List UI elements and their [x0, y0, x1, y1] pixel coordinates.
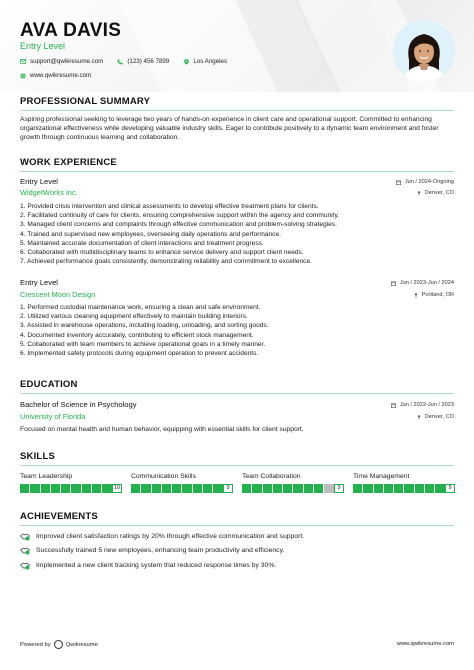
job-2-location-text: Portland, OR — [421, 292, 454, 298]
location-text: Los Angeles — [193, 58, 228, 65]
job-1-title: Entry Level — [20, 177, 58, 186]
skill-segment — [20, 484, 29, 493]
candidate-title: Entry Level — [20, 41, 66, 51]
skill-segment — [363, 484, 372, 493]
list-item: 5. Maintained accurate documentation of client interactions and treatment progress. — [20, 239, 264, 247]
achievement-text: Improved client satisfaction ratings by 20% through effective communication and support. — [36, 533, 305, 540]
education-school: University of Florida — [20, 412, 86, 421]
location-pin-icon — [183, 59, 189, 65]
summary-text: Aspiring professional seeking to leverage two years of hands-on experience in client care and operational support. Committed to enhancing organizational effectiveness while developing valuable industry skills. Eager to contribute positively to a dynamic team environment and foster growth through continuous learning and collaboration. — [20, 116, 439, 141]
achievements-heading: ACHIEVEMENTS — [20, 511, 98, 522]
skill-segment — [172, 484, 181, 493]
skill-segment — [30, 484, 39, 493]
calendar-icon — [391, 280, 397, 286]
handshake-icon — [20, 532, 30, 541]
skill-segment — [304, 484, 313, 493]
job-1-dates-text: Jun / 2024-Ongoing — [404, 179, 454, 185]
skill-segment — [242, 484, 251, 493]
list-item: 3. Assisted in warehouse operations, including loading, unloading, and sorting goods. — [20, 322, 269, 330]
list-item: 1. Provided crisis intervention and clinical assessments to develop effective treatment plans for clients. — [20, 203, 319, 210]
skill-segment — [404, 484, 413, 493]
skill-bar — [242, 484, 344, 493]
website-text: www.qwikresume.com — [30, 72, 92, 79]
experience-heading: WORK EXPERIENCE — [20, 157, 117, 168]
skill-segment — [102, 484, 111, 493]
achievements-divider — [20, 525, 454, 526]
skill-item — [242, 473, 344, 493]
skill-segment — [425, 484, 434, 493]
skill-name: Team Collaboration — [242, 473, 301, 480]
education-divider — [20, 393, 454, 394]
skill-level-badge: 9 — [445, 484, 455, 493]
skill-segment — [182, 484, 191, 493]
brand-name[interactable]: Qwikresume — [65, 641, 98, 648]
job-1-bullets — [20, 202, 454, 266]
skill-segment — [51, 484, 60, 493]
list-item: 7. Achieved performance goals consistently, demonstrating reliability and commitment to excellence. — [20, 258, 312, 266]
header — [0, 0, 474, 92]
calendar-icon — [391, 402, 397, 408]
skill-segment — [131, 484, 140, 493]
location-contact — [183, 58, 227, 65]
skill-item — [131, 473, 233, 493]
list-item: 2. Utilized various cleaning equipment effectively to maintain building interiors. — [20, 313, 248, 321]
pin-icon — [416, 190, 422, 196]
skill-segment — [374, 484, 383, 493]
skill-segment — [324, 484, 333, 493]
skill-segment — [71, 484, 80, 493]
achievement-item — [20, 561, 276, 570]
achievement-text: Implemented a new client tracking system that reduced response times by 30%. — [36, 562, 277, 569]
skill-segment — [92, 484, 101, 493]
profile-photo — [393, 20, 455, 82]
education-degree: Bachelor of Science in Psychology — [20, 400, 137, 409]
pin-icon — [416, 414, 422, 420]
skill-segment — [82, 484, 91, 493]
job-2-company: Crescent Moon Design — [20, 290, 96, 299]
skills-heading: SKILLS — [20, 451, 55, 462]
phone-icon — [117, 59, 123, 65]
powered-by-label: Powered by — [20, 641, 51, 648]
skill-level-badge: 9 — [334, 484, 344, 493]
pin-icon — [413, 292, 419, 298]
list-item: 3. Managed client concerns and complaints through effective communication and problem-solving strategies. — [20, 221, 337, 229]
skills-divider — [20, 465, 454, 466]
achievement-item — [20, 532, 304, 541]
skill-name: Team Leadership — [20, 473, 73, 480]
skill-segment — [353, 484, 362, 493]
achievement-text: Successfully trained 5 new employees, enhancing team productivity and efficiency. — [36, 547, 285, 554]
job-1-company: WidgetWorks Inc. — [20, 188, 78, 197]
skill-segment — [162, 484, 171, 493]
skill-segment — [213, 484, 222, 493]
experience-divider — [20, 171, 454, 172]
job-2-location — [413, 292, 454, 298]
skill-item — [353, 473, 455, 493]
skill-bar — [20, 484, 122, 493]
skill-name: Communication Skills — [131, 473, 196, 480]
education-heading: EDUCATION — [20, 379, 78, 390]
handshake-icon — [20, 561, 30, 570]
email-icon — [20, 59, 26, 65]
list-item: 4. Documented inventory accurately, contributing to efficient stock management. — [20, 331, 254, 339]
skill-segment — [394, 484, 403, 493]
job-1-location-text: Denver, CO — [424, 190, 454, 196]
summary-divider — [20, 110, 454, 111]
email-contact[interactable] — [20, 58, 103, 65]
list-item: 6. Implemented safety protocols during equipment operation to prevent accidents. — [20, 350, 259, 358]
candidate-name: AVA DAVIS — [20, 20, 122, 41]
list-item: 1. Performed custodial maintenance work, ensuring a clean and safe environment. — [20, 304, 261, 311]
calendar-icon — [396, 179, 402, 185]
phone-text: (123) 456 7899 — [127, 58, 170, 65]
skill-segment — [193, 484, 202, 493]
qwikresume-logo-icon — [54, 640, 63, 649]
job-1-location — [416, 190, 454, 196]
skill-level-badge: 10 — [113, 485, 120, 491]
skill-segment — [293, 484, 302, 493]
phone-contact[interactable] — [117, 58, 169, 65]
skill-name: Time Management — [353, 473, 410, 480]
list-item: 6. Collaborated with multidisciplinary teams to enhance service delivery and support client needs. — [20, 249, 304, 257]
skill-segment — [61, 484, 70, 493]
skill-bar — [131, 484, 233, 493]
skill-segment — [203, 484, 212, 493]
skill-segment — [435, 484, 444, 493]
skill-segment — [314, 484, 323, 493]
skill-item — [20, 473, 122, 493]
list-item: 2. Facilitated continuity of care for clients, ensuring comprehensive support within the agency and community. — [20, 212, 340, 220]
email-text: support@qwikresume.com — [30, 58, 104, 65]
education-description: Focused on mental health and human behavior, equipping with essential skills for client support. — [20, 426, 304, 433]
skill-bar — [353, 484, 455, 493]
skill-segment — [152, 484, 161, 493]
skill-segment — [283, 484, 292, 493]
globe-icon — [20, 73, 26, 79]
skill-segment — [415, 484, 424, 493]
achievement-item — [20, 546, 284, 555]
footer-website[interactable]: www.qwikresume.com — [396, 641, 454, 647]
skill-segment — [252, 484, 261, 493]
website-contact[interactable] — [20, 72, 91, 79]
education-dates-text: Jun / 2022-Jun / 2023 — [399, 402, 454, 408]
job-2-title: Entry Level — [20, 278, 58, 287]
skill-segment — [141, 484, 150, 493]
list-item: 4. Trained and supervised new employees, overseeing daily operations and performance. — [20, 230, 281, 238]
summary-heading: PROFESSIONAL SUMMARY — [20, 96, 151, 107]
contact-row-2 — [20, 72, 101, 79]
education-location-text: Denver, CO — [424, 414, 454, 420]
contact-row-1 — [20, 58, 237, 65]
skill-segment — [384, 484, 393, 493]
skill-segment — [41, 484, 50, 493]
skill-segment — [263, 484, 272, 493]
job-2-dates-text: Jun / 2023-Jun / 2024 — [399, 280, 454, 286]
handshake-icon — [20, 546, 30, 555]
job-2-dates — [391, 280, 454, 286]
education-dates — [391, 402, 454, 408]
footer-branding — [20, 640, 98, 649]
education-location — [416, 414, 454, 420]
skill-level-badge: 9 — [223, 484, 233, 493]
job-1-dates — [396, 179, 454, 185]
list-item: 5. Collaborated with team members to achieve operational goals in a timely manner. — [20, 340, 266, 348]
skill-segment — [273, 484, 282, 493]
job-2-bullets — [20, 303, 454, 358]
